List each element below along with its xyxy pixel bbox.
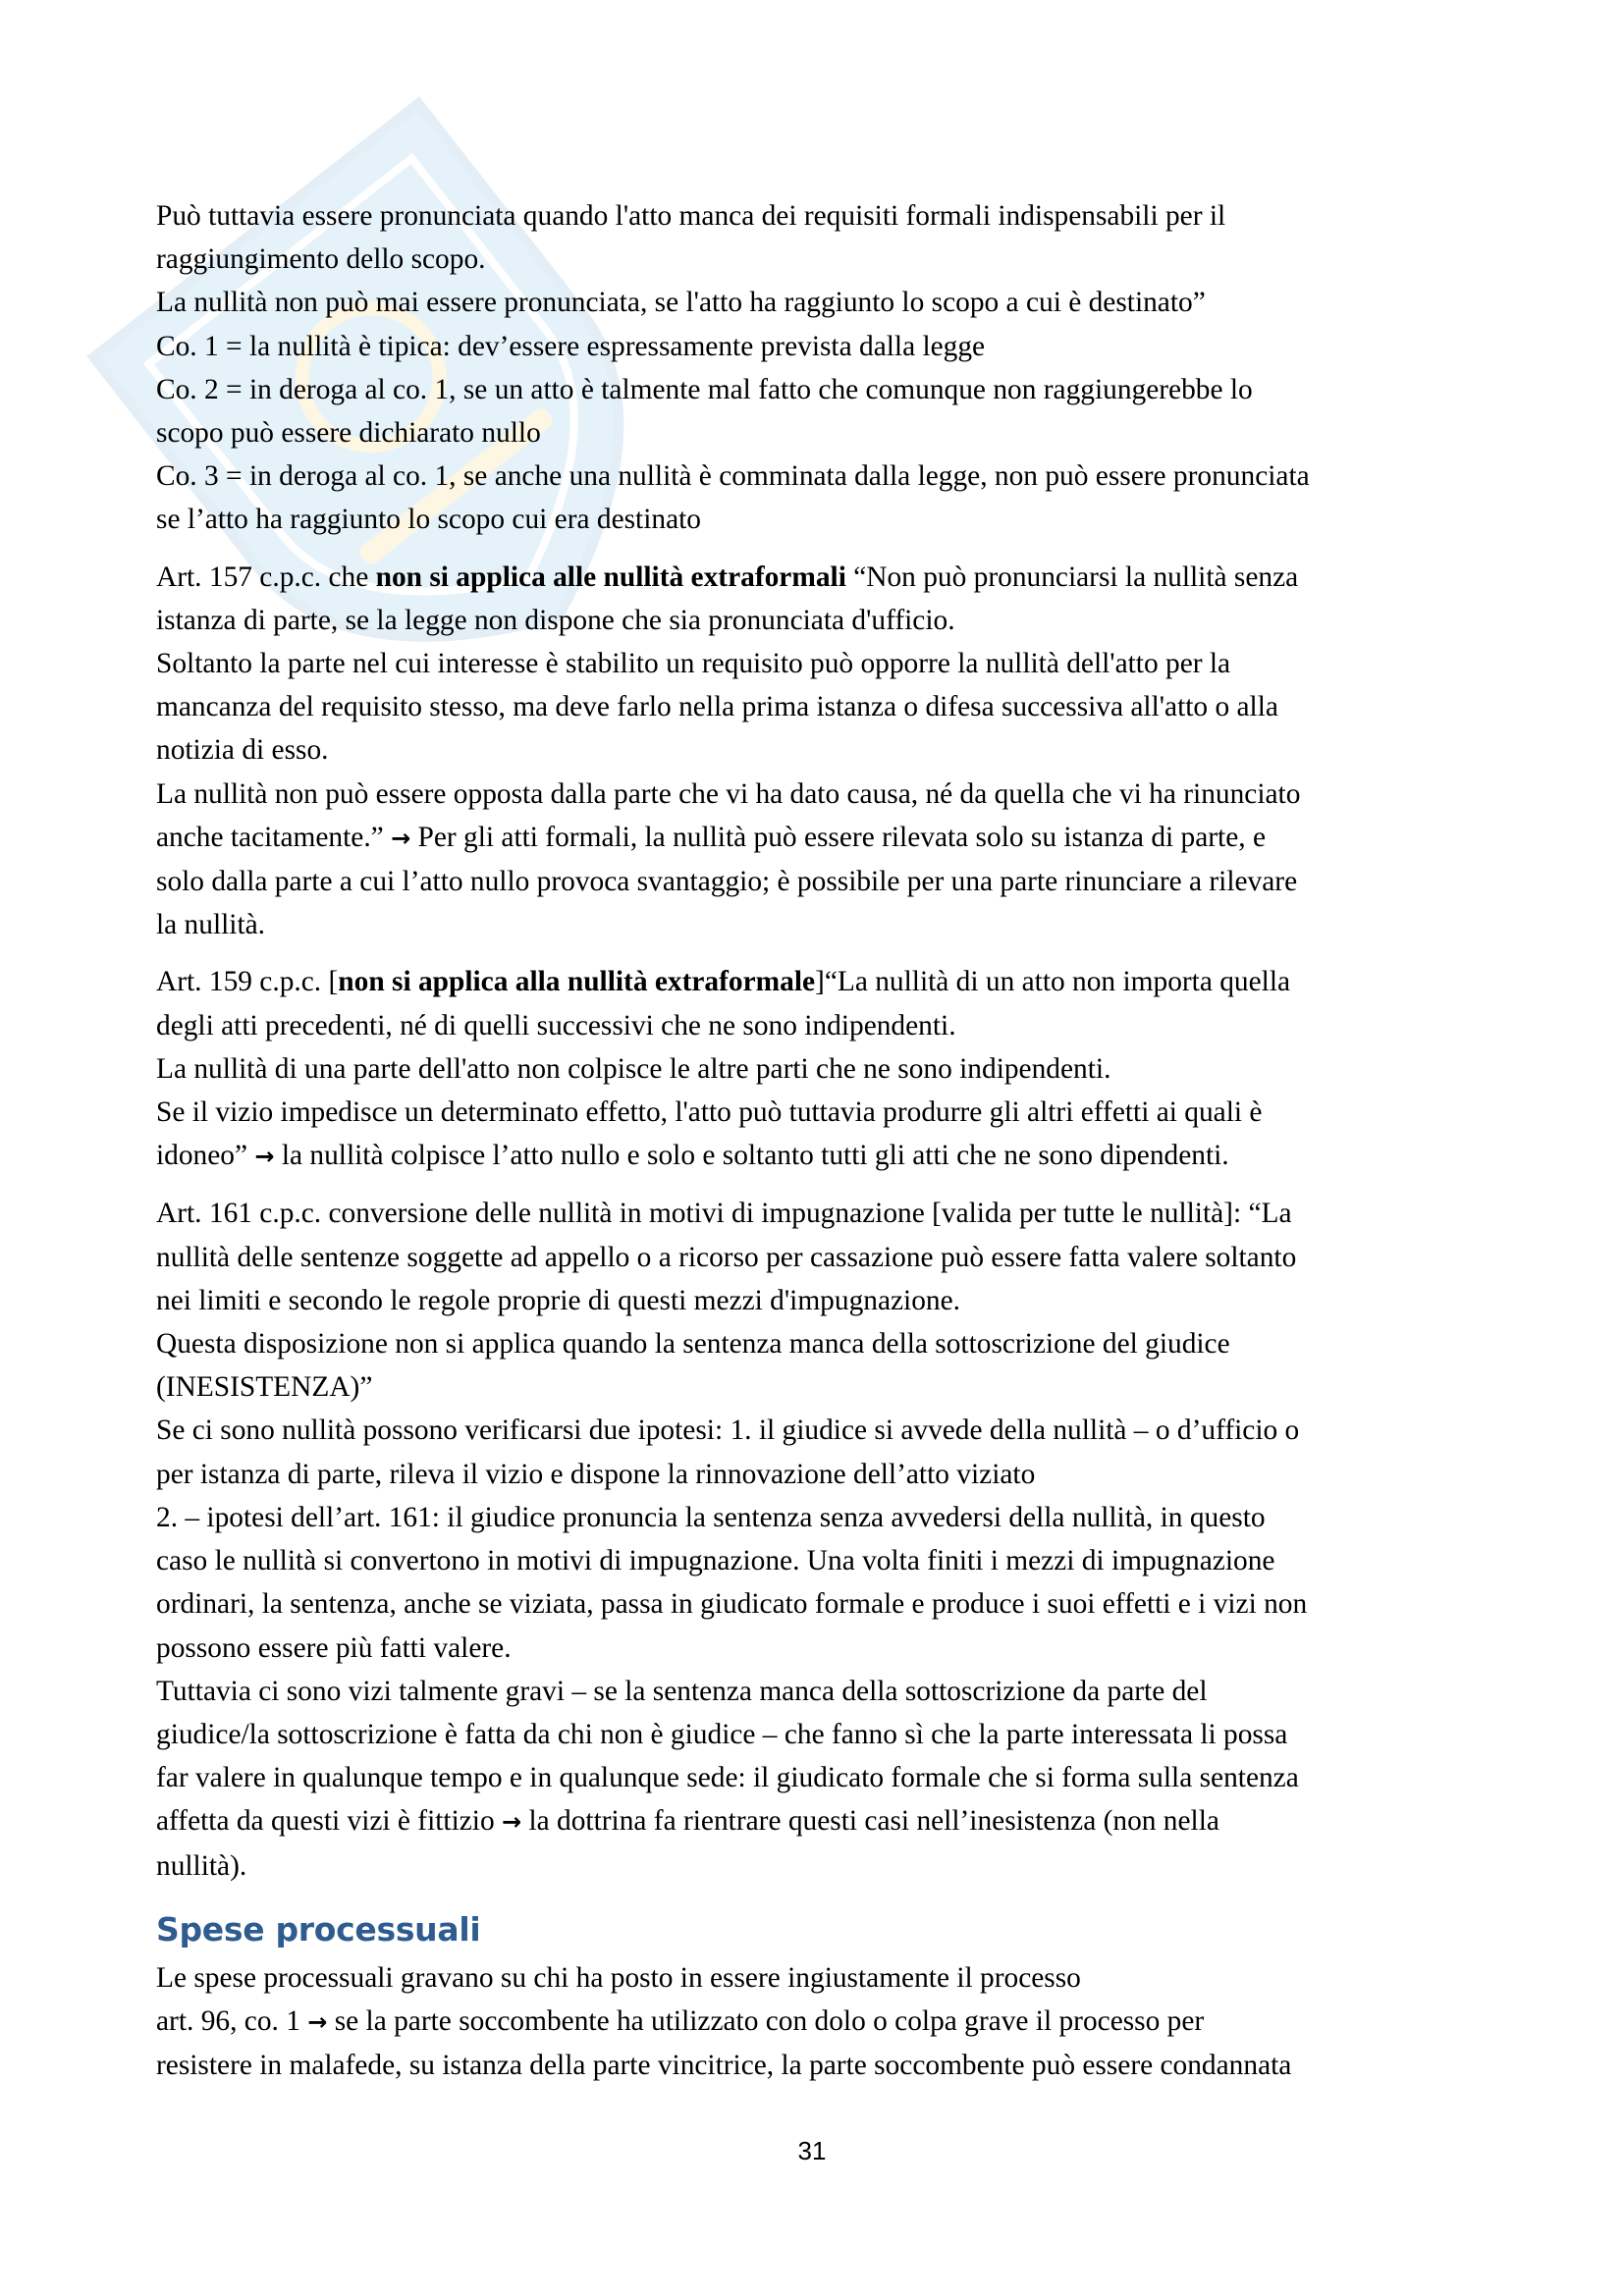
text-line [156,1799,1482,1843]
text-line: La nullità non può mai essere pronunciata, se l'atto ha raggiunto lo scopo a cui è destinato” [156,287,1206,319]
page-number: 31 [797,2136,827,2165]
text-line: nei limiti e secondo le regole proprie di questi mezzi d'impugnazione. [156,1284,961,1316]
text-line [156,2000,1482,2044]
text-line: notizia di esso. [156,734,329,767]
text-line: solo dalla parte a cui l’atto nullo provoca svantaggio; è possibile per una parte rinunciare a rilevare [156,866,1298,898]
text-run: affetta da questi vizi è fittizio [156,1805,503,1838]
text-line: Le spese processuali gravano su chi ha posto in essere ingiustamente il processo [156,1961,1081,1994]
paragraph-art-156 [156,194,1482,542]
text-line: Questa disposizione non si applica quando la sentenza manca della sottoscrizione del giudice [156,1328,1230,1361]
text-run: art. 96, co. 1 [156,2004,308,2037]
paragraph-spese [156,1956,1482,2088]
text-line: se l’atto ha raggiunto lo scopo cui era destinato [156,504,701,536]
text-line: La nullità non può essere opposta dalla parte che vi ha dato causa, né da quella che vi ha rinunciato [156,777,1301,810]
page-content [156,194,1482,2087]
text-line: Se il vizio impedisce un determinato effetto, l'atto può tuttavia produrre gli altri effetti ai quali è [156,1096,1263,1129]
text-line: Soltanto la parte nel cui interesse è stabilito un requisito può opporre la nullità dell'atto per la [156,648,1231,680]
text-line: raggiungimento dello scopo. [156,243,486,276]
text-run: “Non può pronunciarsi la nullità senza [845,561,1299,593]
right-arrow-icon: → [391,824,411,852]
text-line: (INESISTENZA)” [156,1371,373,1404]
text-line: scopo può essere dichiarato nullo [156,417,541,450]
text-line: mancanza del requisito stesso, ma deve farlo nella prima istanza o difesa successiva all'atto o alla [156,691,1278,723]
text-line: Se ci sono nullità possono verificarsi due ipotesi: 1. il giudice si avvede della nullità – o d’ufficio o [156,1415,1300,1447]
text-run: Art. 159 c.p.c. [ [156,966,339,998]
text-run: idoneo” [156,1140,255,1172]
right-arrow-icon: → [502,1808,522,1837]
text-run: la nullità colpisce l’atto nullo e solo e soltanto tutti gli atti che ne sono dipendenti. [274,1140,1229,1172]
bold-text: non si applica alle nullità extraformali [375,561,846,593]
text-line [156,960,1482,1003]
text-line: per istanza di parte, rileva il vizio e dispone la rinnovazione dell’atto viziato [156,1458,1036,1490]
text-line [156,1134,1482,1178]
text-line [156,816,1482,860]
text-line: caso le nullità si convertono in motivi di impugnazione. Una volta finiti i mezzi di impugnazione [156,1545,1275,1577]
text-run: anche tacitamente.” [156,821,392,853]
text-run: se la parte soccombente ha utilizzato con dolo o colpa grave il processo per [327,2004,1205,2037]
bold-text: non si applica alla nullità extraformale [338,966,816,998]
text-line: La nullità di una parte dell'atto non colpisce le altre parti che ne sono indipendenti. [156,1052,1111,1085]
text-line: 2. – ipotesi dell’art. 161: il giudice pronuncia la sentenza senza avvedersi della nullità, in questo [156,1501,1266,1533]
text-line: Co. 2 = in deroga al co. 1, se un atto è talmente mal fatto che comunque non raggiungerebbe lo [156,373,1253,405]
paragraph-art-161 [156,1192,1482,1887]
text-line: giudice/la sottoscrizione è fatta da chi non è giudice – che fanno sì che la parte interessata li possa [156,1718,1288,1750]
text-line: possono essere più fatti valere. [156,1631,512,1664]
right-arrow-icon: → [254,1143,275,1171]
text-line: Può tuttavia essere pronunciata quando l'atto manca dei requisiti formali indispensabili per il [156,200,1226,232]
paragraph-art-157 [156,556,1482,947]
text-line: resistere in malafede, su istanza della parte vincitrice, la parte soccombente può essere condannata [156,2050,1292,2082]
text-line: Co. 3 = in deroga al co. 1, se anche una nullità è comminata dalla legge, non può essere pronunciata [156,460,1310,493]
text-line: istanza di parte, se la legge non dispone che sia pronunciata d'ufficio. [156,604,955,636]
text-run: ]“La nullità di un atto non importa quella [815,966,1291,998]
section-heading: Spese processuali [156,1909,481,1949]
text-line: degli atti precedenti, né di quelli successivi che ne sono indipendenti. [156,1009,956,1041]
paragraph-art-159 [156,960,1482,1178]
text-line: ordinari, la sentenza, anche se viziata, passa in giudicato formale e produce i suoi effetti e i vizi non [156,1588,1308,1621]
text-line: Art. 161 c.p.c. conversione delle nullità in motivi di impugnazione [valida per tutte le nullità]: “La [156,1198,1292,1230]
text-run: Per gli atti formali, la nullità può essere rilevata solo su istanza di parte, e [410,821,1267,853]
text-run: la dottrina fa rientrare questi casi nell’inesistenza (non nella [521,1805,1219,1838]
text-line: la nullità. [156,909,266,941]
text-line: nullità). [156,1849,247,1882]
text-line: nullità delle sentenze soggette ad appello o a ricorso per cassazione può essere fatta valere soltanto [156,1241,1297,1273]
text-line: Co. 1 = la nullità è tipica: dev’essere espressamente prevista dalla legge [156,330,986,362]
text-run: Art. 157 c.p.c. che [156,561,376,593]
text-line: Tuttavia ci sono vizi talmente gravi – se la sentenza manca della sottoscrizione da parte del [156,1675,1208,1707]
text-line [156,556,1482,599]
text-line: far valere in qualunque tempo e in qualunque sede: il giudicato formale che si forma sulla sentenza [156,1762,1299,1794]
right-arrow-icon: → [307,2007,328,2036]
